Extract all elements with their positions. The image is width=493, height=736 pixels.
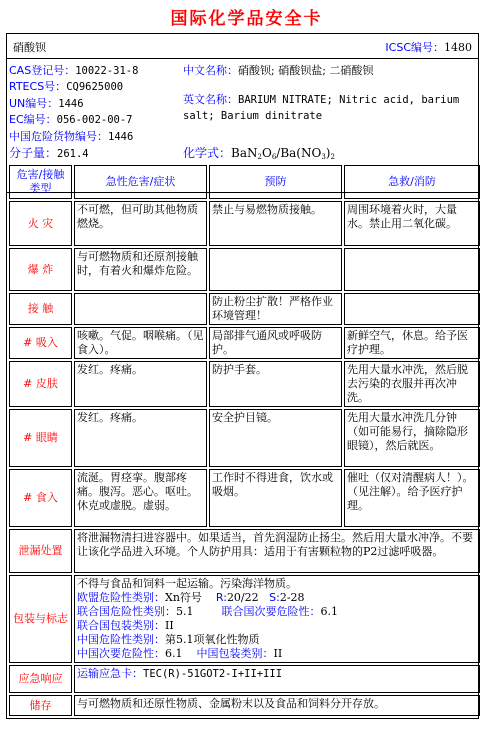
row-prevention: 禁止与易燃物质接触。 xyxy=(209,201,342,246)
row-category: # 食入 xyxy=(9,469,72,527)
card-title: 国际化学品安全卡 xyxy=(170,9,323,29)
row-prevention: 工作时不得进食，饮水或吸烟。 xyxy=(209,469,342,527)
ec-number: EC编号：056-002-00-7 xyxy=(9,113,133,126)
row-category: # 吸入 xyxy=(9,327,72,359)
un-packing-group: 联合国包装类别：II xyxy=(77,619,174,632)
emergency-card: 运输应急卡：TEC(R)-51GOT2-I+II+III xyxy=(74,665,480,693)
cas-number: CAS登记号：10022-31-8 xyxy=(9,64,139,77)
row-prevention xyxy=(209,248,342,291)
row-first-aid xyxy=(344,293,480,325)
cn-classification: 中国危险性类别：第5.1项氧化性物质 xyxy=(77,633,260,646)
eu-classification: 欧盟危险性类别：Xn符号 R:20/22 S:2-28 xyxy=(77,591,305,604)
chemical-formula: 化学式：$BaN_2O_6/Ba(NO_3)_2$ xyxy=(183,146,335,161)
emergency-category: 应急响应 xyxy=(9,665,72,693)
name-row xyxy=(7,34,478,59)
table-row-explosion xyxy=(9,248,480,291)
table-row-contact xyxy=(9,293,480,325)
molecular-weight: 分子量：261.4 xyxy=(9,146,89,160)
header-prevention: 预防 xyxy=(209,165,342,199)
safety-card xyxy=(6,33,479,719)
table-row-emergency xyxy=(9,665,480,693)
un-number: UN编号：1446 xyxy=(9,97,84,110)
row-first-aid: 先用大量水冲洗，然后脱去污染的衣服并再次冲洗。 xyxy=(344,361,480,407)
row-category: 爆 炸 xyxy=(9,248,72,291)
packaging-category: 包装与标志 xyxy=(9,575,72,663)
row-category: 火 灾 xyxy=(9,201,72,246)
row-category: # 眼睛 xyxy=(9,409,72,467)
row-acute: 流涎。胃痉挛。腹部疼痛。腹泻。恶心。呕吐。休克或虚脱。虚弱。 xyxy=(74,469,207,527)
table-row-skin xyxy=(9,361,480,407)
row-prevention: 防护手套。 xyxy=(209,361,342,407)
spill-category: 泄漏处置 xyxy=(9,529,72,573)
row-acute: 与可燃物质和还原剂接触时，有着火和爆炸危险。 xyxy=(74,248,207,291)
row-prevention: 防止粉尘扩散！严格作业环境管理！ xyxy=(209,293,342,325)
row-first-aid: 新鲜空气，休息。给予医疗护理。 xyxy=(344,327,480,359)
hazard-table xyxy=(7,163,482,718)
rtecs-number: RTECS号：CQ9625000 xyxy=(9,80,124,93)
row-prevention: 安全护目镜。 xyxy=(209,409,342,467)
chinese-name: 中文名称：硝酸钡; 硝酸钡盐; 二硝酸钡 xyxy=(183,64,374,77)
table-row-ingestion xyxy=(9,469,480,527)
row-acute: 咳嗽。气促。咽喉痛。（见食入）。 xyxy=(74,327,207,359)
spill-text: 将泄漏物清扫进容器中。如果适当，首先润湿防止扬尘。然后用大量水冲净。不要让该化学品进入环境。个人防护用具：适用于有害颗粒物的P2过滤呼吸器。 xyxy=(74,529,480,573)
table-row-fire xyxy=(9,201,480,246)
table-row-spill xyxy=(9,529,480,573)
storage-category: 储存 xyxy=(9,695,72,716)
table-header xyxy=(9,165,480,199)
cn-subsidiary: 中国次要危险性：6.1 中国包装类别：II xyxy=(77,647,283,660)
row-acute: 发红。疼痛。 xyxy=(74,409,207,467)
row-acute: 发红。疼痛。 xyxy=(74,361,207,407)
english-name: 英文名称：BARIUM NITRATE; Nitric acid, barium salt; Barium dinitrate xyxy=(183,93,460,122)
row-prevention: 局部排气通风或呼吸防护。 xyxy=(209,327,342,359)
row-first-aid: 周围环境着火时，大量水。禁止用二氧化碳。 xyxy=(344,201,480,246)
table-row-packaging xyxy=(9,575,480,663)
header-first-aid: 急救/消防 xyxy=(344,165,480,199)
row-first-aid xyxy=(344,248,480,291)
chemical-name: 硝酸钡 xyxy=(13,41,46,54)
table-row-storage xyxy=(9,695,480,716)
row-category: 接 触 xyxy=(9,293,72,325)
storage-text: 与可燃物质和还原性物质、金属粉末以及食品和饲料分开存放。 xyxy=(74,695,480,716)
table-row-inhalation xyxy=(9,327,480,359)
row-category: # 皮肤 xyxy=(9,361,72,407)
row-acute xyxy=(74,293,207,325)
header-type: 危害/接触类型 xyxy=(9,165,72,199)
un-classification: 联合国危险性类别：5.1 联合国次要危险性：6.1 xyxy=(77,605,338,618)
header-acute: 急性危害/症状 xyxy=(74,165,207,199)
table-row-eyes xyxy=(9,409,480,467)
row-first-aid: 催吐（仅对清醒病人！）。（见注解）。给予医疗护理。 xyxy=(344,469,480,527)
row-first-aid: 先用大量水冲洗几分钟（如可能易行，摘除隐形眼镜），然后就医。 xyxy=(344,409,480,467)
icsc-number: ICSC编号：1480 xyxy=(385,41,472,54)
packaging-transport-note: 不得与食品和饲料一起运输。污染海洋物质。 xyxy=(77,577,297,590)
packaging-details xyxy=(74,575,480,663)
cn-dangerous-goods-number: 中国危险货物编号：1446 xyxy=(9,130,134,143)
row-acute: 不可燃，但可助其他物质燃烧。 xyxy=(74,201,207,246)
